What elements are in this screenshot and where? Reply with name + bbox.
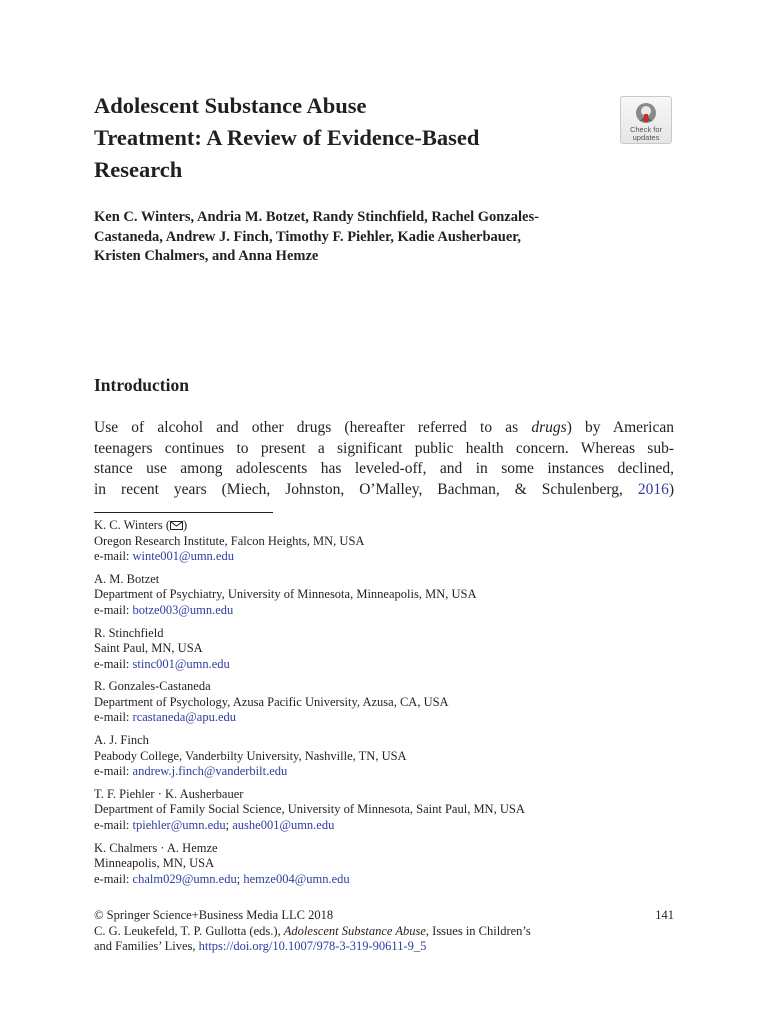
title-line-1: Adolescent Substance Abuse: [94, 93, 367, 118]
doi-link[interactable]: https://doi.org/10.1007/978-3-319-90611-9_5: [198, 939, 427, 953]
paper-title: [94, 90, 594, 186]
text-run: Use of alcohol and other drugs (hereafter referred to as: [94, 419, 519, 436]
affiliation-author: A. J. Finch: [94, 733, 149, 748]
affiliation-email: [94, 710, 674, 726]
check-for-updates-label: [621, 126, 671, 142]
page-number: 141: [655, 908, 674, 922]
author-line-2: Castaneda, Andrew J. Finch, Timothy F. Piehler, Kadie Ausherbauer,: [94, 228, 522, 245]
email-separator: ;: [236, 871, 244, 886]
affiliation-entry: [94, 787, 674, 834]
emphasis-text: drugs: [531, 419, 567, 436]
affiliation-dept: Department of Psychiatry, University of Minnesota, Minneapolis, MN, USA: [94, 587, 477, 602]
affiliation-author: R. Stinchfield: [94, 625, 164, 640]
envelope-icon[interactable]: [170, 521, 183, 530]
publication-footer: [94, 908, 674, 955]
affiliation-entry: [94, 733, 674, 780]
affiliation-dept: Department of Psychology, Azusa Pacific University, Azusa, CA, USA: [94, 694, 449, 709]
check-for-updates-icon: [635, 102, 657, 124]
affiliation-email: [94, 549, 674, 565]
author-name: K. C. Winters (: [94, 518, 170, 532]
email-link[interactable]: winte001@umn.edu: [132, 549, 234, 563]
paper-page: [94, 0, 674, 1024]
affiliation-dept: Saint Paul, MN, USA: [94, 641, 203, 656]
affiliation-entry: [94, 626, 674, 673]
author-line-3: Kristen Chalmers, and Anna Hemze: [94, 248, 319, 264]
affiliation-author: A. M. Botzet: [94, 571, 160, 586]
paragraph-line-2: teenagers continues to present a significant public health concern. Whereas sub-: [94, 439, 674, 457]
paragraph-line-3: stance use among adolescents has leveled-off, and in some instances declined,: [94, 460, 674, 477]
footnote-rule: [94, 512, 273, 513]
text-run: ): [668, 480, 674, 498]
affiliation-dept: Oregon Research Institute, Falcon Heights, MN, USA: [94, 533, 365, 548]
paragraph-line-1: [94, 418, 674, 439]
citation-line-2: [94, 939, 674, 955]
email-label: e-mail:: [94, 764, 133, 779]
citation-year-link[interactable]: 2016: [637, 480, 669, 498]
email-link[interactable]: hemze004@umn.edu: [243, 871, 350, 886]
introduction-paragraph: [94, 418, 674, 500]
check-for-updates-badge[interactable]: [620, 96, 672, 144]
affiliation-list: [94, 518, 674, 895]
email-link[interactable]: stinc001@umn.edu: [132, 656, 230, 671]
email-link[interactable]: botze003@umn.edu: [132, 602, 234, 617]
section-heading-introduction: Introduction: [94, 375, 189, 395]
affiliation-email: [94, 872, 674, 888]
email-link[interactable]: andrew.j.finch@vanderbilt.edu: [132, 764, 288, 779]
copyright-line: © Springer Science+Business Media LLC 2018: [94, 908, 334, 922]
email-label: e-mail:: [94, 602, 133, 617]
affiliation-entry: [94, 679, 674, 726]
affiliation-dept: Department of Family Social Science, University of Minnesota, Saint Paul, MN, USA: [94, 802, 525, 817]
check-for-updates-line-2: updates: [632, 133, 660, 142]
paragraph-line-4: [94, 480, 674, 501]
affiliation-email: [94, 657, 674, 673]
title-line-2: Treatment: A Review of Evidence-Based: [94, 125, 480, 150]
affiliation-author: [94, 518, 674, 534]
email-label: e-mail:: [94, 871, 133, 886]
text-run: , Issues in Children’s: [425, 923, 531, 938]
affiliation-author: T. F. Piehler · K. Ausherbauer: [94, 786, 244, 801]
email-link[interactable]: rcastaneda@apu.edu: [132, 710, 237, 725]
affiliation-entry: [94, 841, 674, 888]
affiliation-dept: Minneapolis, MN, USA: [94, 856, 215, 871]
affiliation-author: K. Chalmers · A. Hemze: [94, 840, 218, 855]
affiliation-entry: [94, 572, 674, 619]
affiliation-author: R. Gonzales-Castaneda: [94, 679, 211, 694]
title-line-3: Research: [94, 157, 183, 182]
text-run: ) by American: [566, 419, 674, 436]
citation-line-1: [94, 924, 674, 940]
affiliation-email: [94, 818, 674, 834]
affiliation-dept: Peabody College, Vanderbilty University, Nashville, TN, USA: [94, 748, 407, 763]
email-link[interactable]: aushe001@umn.edu: [232, 817, 335, 832]
author-line-1: Ken C. Winters, Andria M. Botzet, Randy Stinchfield, Rachel Gonzales-: [94, 209, 539, 225]
text-run: in recent years (Miech, Johnston, O’Malley, Bachman, & Schulenberg,: [94, 480, 623, 498]
affiliation-entry: [94, 518, 674, 565]
email-link[interactable]: chalm029@umn.edu: [132, 871, 237, 886]
email-separator: ;: [225, 817, 233, 832]
check-for-updates-line-1: Check for: [629, 125, 663, 134]
email-label: e-mail:: [94, 656, 133, 671]
author-name-suffix: ): [183, 518, 188, 532]
text-run: C. G. Leukefeld, T. P. Gullotta (eds.),: [94, 923, 281, 938]
author-list: [94, 208, 674, 267]
affiliation-email: [94, 603, 674, 619]
email-label: e-mail:: [94, 549, 133, 563]
email-label: e-mail:: [94, 817, 133, 832]
email-link[interactable]: tpiehler@umn.edu: [132, 817, 226, 832]
affiliation-email: [94, 764, 674, 780]
book-title: Adolescent Substance Abuse: [283, 923, 426, 938]
email-label: e-mail:: [94, 710, 133, 725]
text-run: and Families’ Lives,: [94, 939, 196, 953]
